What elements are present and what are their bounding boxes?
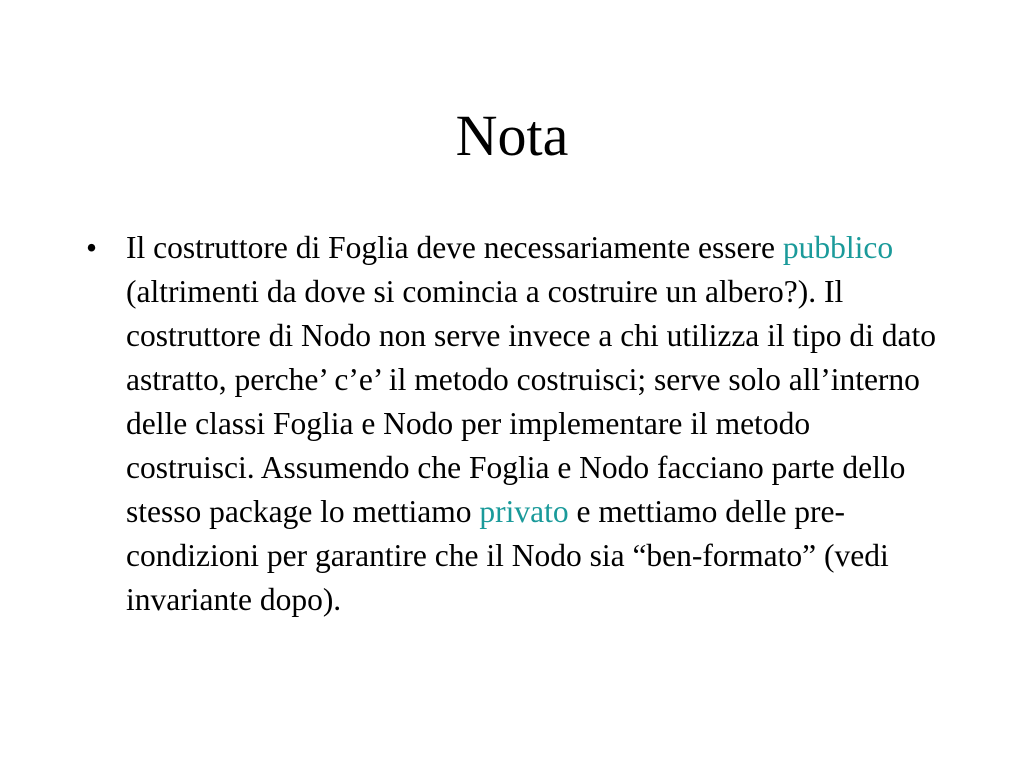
slide-title: Nota [455, 103, 569, 168]
bullet-text-part-2: (altrimenti da dove si comincia a costruire un albero?). Il costruttore di Nodo non serve invece a chi utilizza il tipo di dato astratto, perche’ c’e’ il metodo costruisci; serve solo all’interno delle classi Foglia e Nodo per implementare il metodo costruisci. Assumendo che Foglia e Nodo facciano parte dello stesso package lo mettiamo [126, 274, 937, 529]
bullet-text-part-1: Il costruttore di Foglia deve necessariamente essere [126, 230, 783, 265]
bullet-marker: • [86, 230, 98, 265]
highlight-pubblico: pubblico [782, 230, 894, 265]
bullet-list [86, 226, 946, 622]
highlight-privato: privato [479, 494, 569, 529]
bullet-text-part-3: e mettiamo delle pre-condizioni per garantire che il Nodo sia “ben-formato” (vedi invariante dopo). [126, 494, 889, 617]
bullet-text [126, 226, 946, 622]
bullet-item [86, 226, 946, 622]
